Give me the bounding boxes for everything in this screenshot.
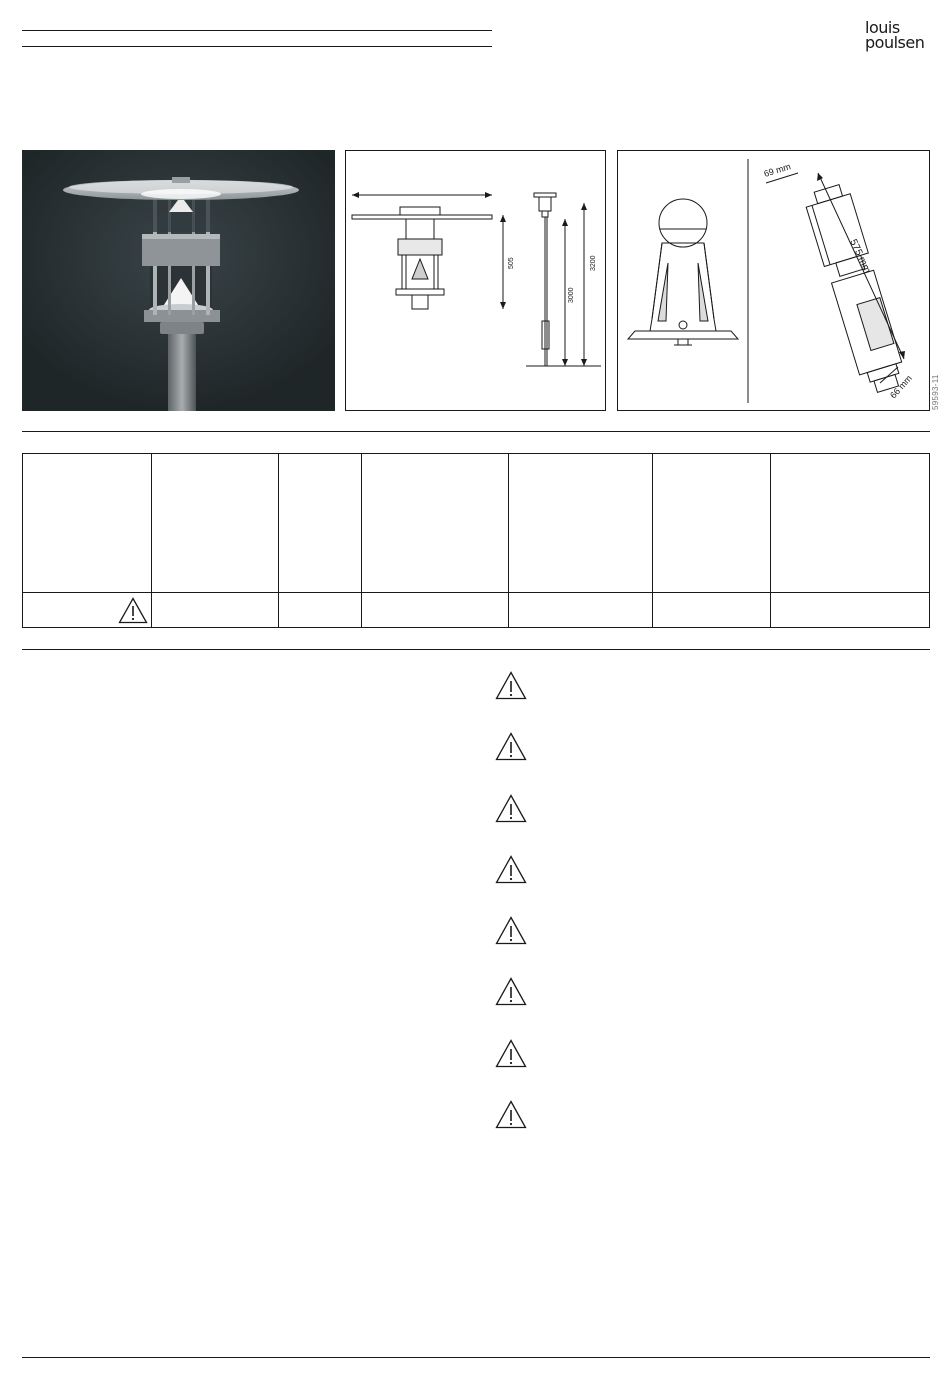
table-cell — [771, 593, 930, 628]
table-cell — [361, 454, 509, 593]
ballast-drawing — [617, 150, 930, 411]
specification-table — [22, 453, 930, 628]
dimension-drawing-image — [346, 151, 605, 410]
warning-triangle-icon — [118, 597, 148, 624]
table-cell — [361, 593, 509, 628]
table-cell — [653, 454, 771, 593]
footer-rule — [22, 1357, 930, 1358]
table-cell — [278, 454, 361, 593]
warning-triangle-icon — [495, 1039, 527, 1068]
dimension-pole-height: 3000 — [568, 287, 575, 303]
dimension-head-height: 505 — [508, 257, 515, 269]
ballast-drawing-image — [618, 151, 929, 410]
dimension-drawing — [345, 150, 606, 411]
table-cell — [509, 593, 653, 628]
dimension-ballast-width: 69 mm — [762, 161, 792, 179]
table-cell — [509, 454, 653, 593]
warning-triangle-icon — [495, 1100, 527, 1129]
product-photo — [22, 150, 335, 411]
brand-logo-line2: poulsen — [865, 33, 925, 52]
header-rule-top — [22, 30, 492, 31]
table-cell — [23, 454, 152, 593]
warning-triangle-icon — [495, 977, 527, 1006]
table-cell — [278, 593, 361, 628]
section-rule-2 — [22, 649, 930, 650]
warning-triangle-icon — [495, 794, 527, 823]
dimension-ballast-length: 575 mm — [847, 237, 873, 276]
table-header-row — [23, 454, 930, 593]
table-row — [23, 593, 930, 628]
warning-triangle-icon — [495, 855, 527, 884]
warning-triangle-icon — [495, 732, 527, 761]
brand-logo-line1: louis — [865, 18, 900, 37]
brand-logo — [865, 20, 924, 50]
header-rule-bottom — [22, 46, 492, 47]
document-reference: 59593-11 — [931, 374, 940, 410]
warning-triangle-icon — [495, 671, 527, 700]
table-cell-warning — [23, 593, 152, 628]
section-rule-1 — [22, 431, 930, 432]
table-cell — [771, 454, 930, 593]
table-cell — [151, 454, 278, 593]
product-photo-image — [22, 150, 335, 411]
dimension-total-height: 3200 — [590, 255, 597, 271]
warning-triangle-icon — [495, 916, 527, 945]
table-cell — [151, 593, 278, 628]
dimension-ballast-depth: 66 mm — [888, 373, 914, 401]
table-cell — [653, 593, 771, 628]
